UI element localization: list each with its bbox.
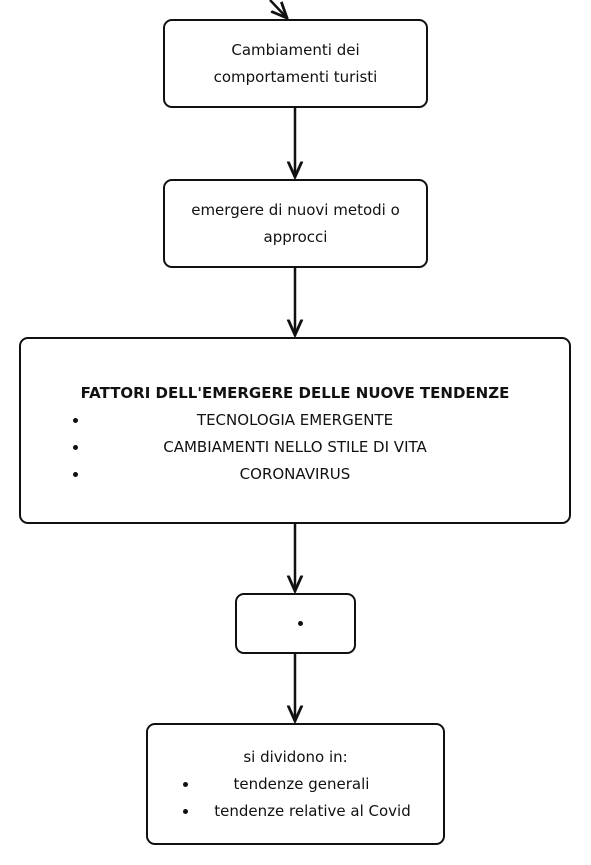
node-2-line-1: emergere di nuovi metodi o: [191, 200, 400, 219]
node-5-intro: si dividono in:: [243, 747, 348, 766]
factor-label: CORONAVIRUS: [239, 464, 351, 483]
incoming-arrow: [270, 0, 287, 18]
bullet-dot: [73, 418, 78, 423]
node-new-methods: [163, 179, 428, 268]
node-3-heading: FATTORI DELL'EMERGERE DELLE NUOVE TENDENZE: [80, 383, 510, 402]
node-2-line-2: approcci: [263, 227, 328, 246]
bullet-dot: [183, 809, 188, 814]
trend-type-label: tendenze generali: [233, 774, 370, 793]
bullet-dot: [73, 472, 78, 477]
trend-type-item: [148, 798, 443, 825]
node-empty-bullet: [235, 593, 356, 654]
factor-item: [21, 461, 569, 488]
bullet-dot: [298, 621, 303, 626]
bullet-dot: [73, 445, 78, 450]
trend-type-item: [148, 771, 443, 798]
factor-item: [21, 434, 569, 461]
trend-type-label: tendenze relative al Covid: [214, 801, 411, 820]
node-1-line-2: comportamenti turisti: [213, 67, 378, 86]
node-1-line-1: Cambiamenti dei: [231, 40, 360, 59]
node-trend-types: [146, 723, 445, 845]
factor-label: CAMBIAMENTI NELLO STILE DI VITA: [163, 437, 427, 456]
bullet-dot: [183, 782, 188, 787]
trend-type-list: [148, 771, 443, 825]
factor-list: [21, 407, 569, 488]
factor-label: TECNOLOGIA EMERGENTE: [196, 410, 394, 429]
node-behavior-changes: [163, 19, 428, 108]
factor-item: [21, 407, 569, 434]
node-trend-factors: [19, 337, 571, 524]
